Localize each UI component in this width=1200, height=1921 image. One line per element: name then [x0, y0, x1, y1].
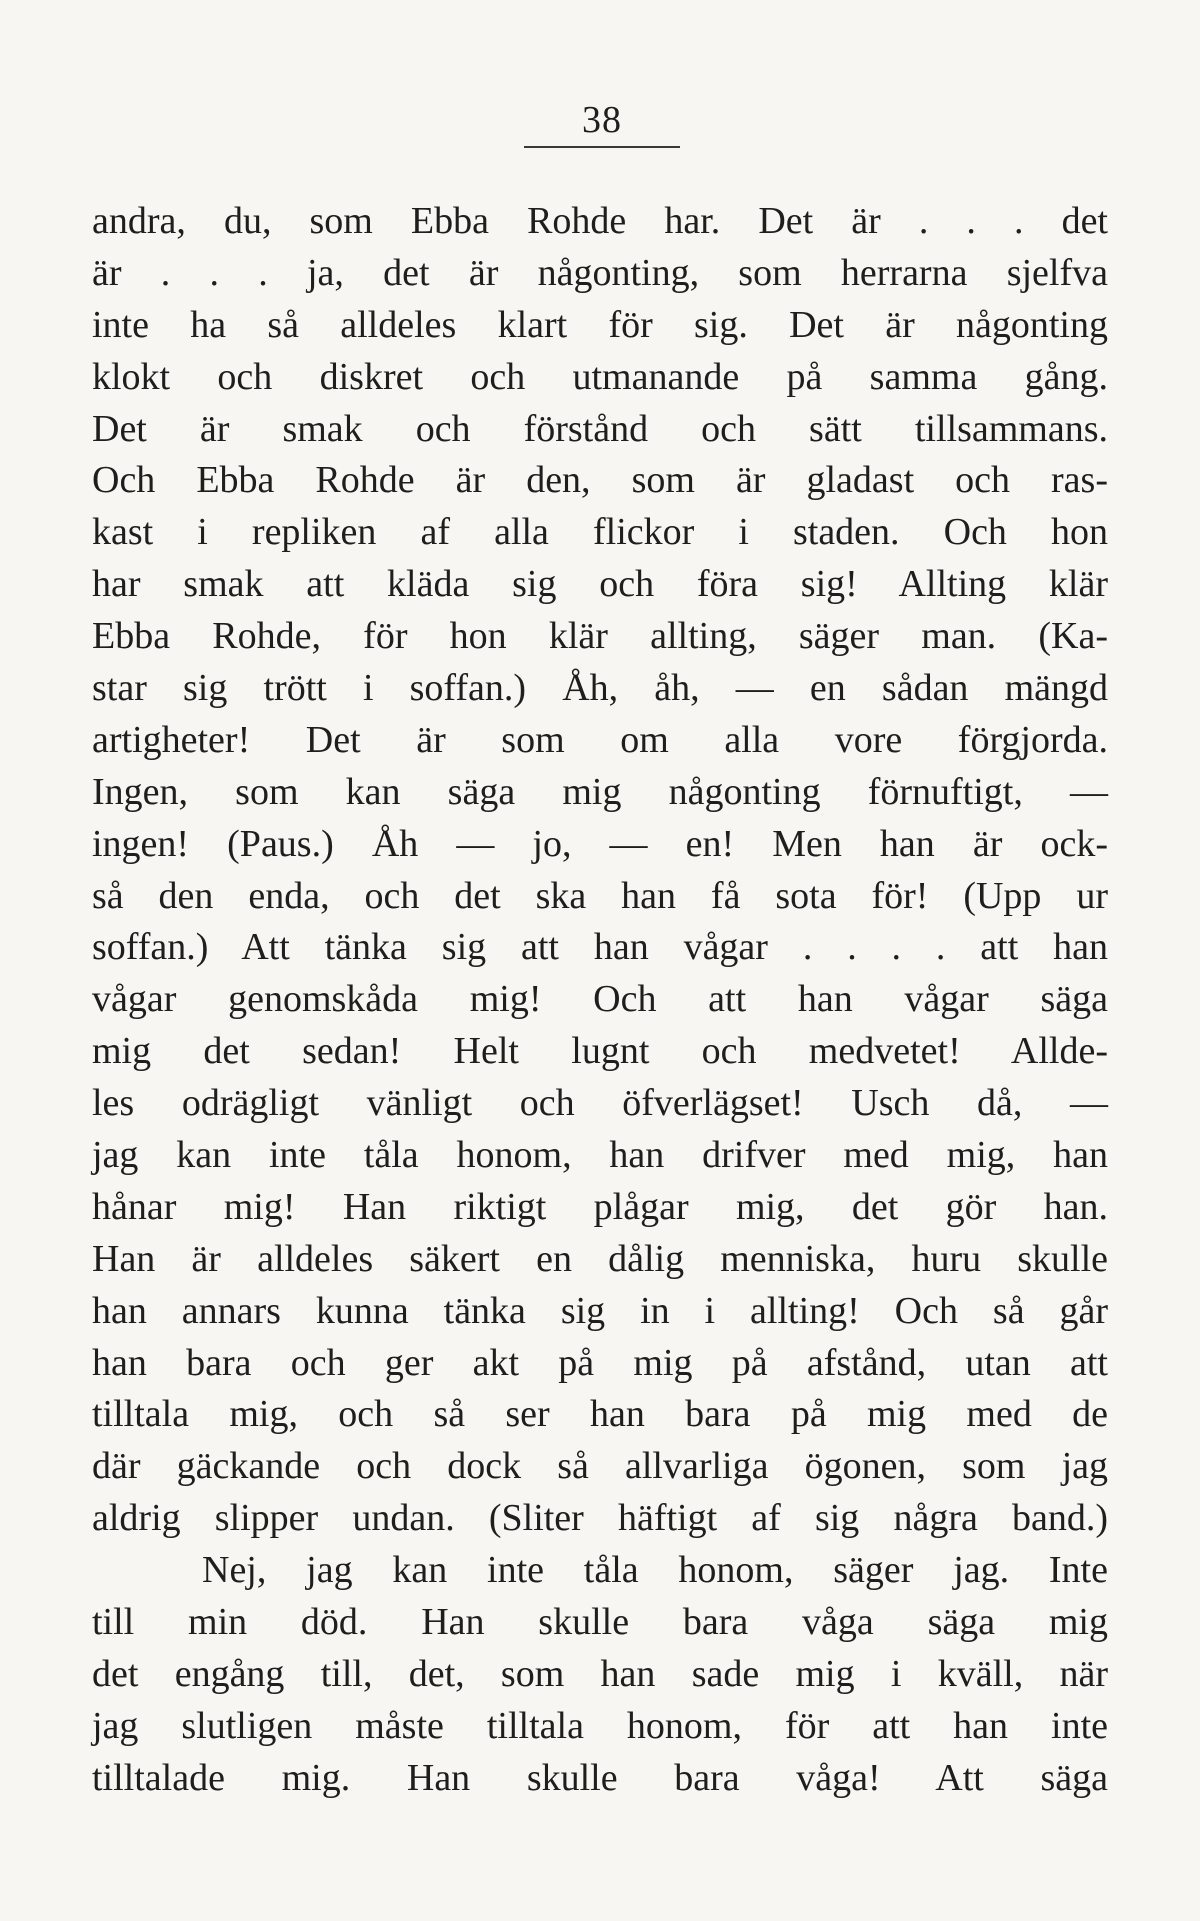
text-line: Det är smak och förstånd och sätt tillsammans.: [92, 407, 1108, 450]
text-line: mig det sedan! Helt lugnt och medvetet! Allde-: [92, 1030, 1108, 1073]
text-line: tilltalade mig. Han skulle bara våga! Att säga: [92, 1756, 1108, 1799]
text-line: är . . . ja, det är någonting, som herrarna sjelfva: [92, 251, 1108, 294]
text-line: vågar genomskåda mig! Och att han vågar säga: [92, 978, 1108, 1021]
text-line: Och Ebba Rohde är den, som är gladast och ras-: [92, 459, 1108, 502]
text-line: artigheter! Det är som om alla vore förgjorda.: [92, 718, 1108, 761]
page-number: 38: [582, 99, 622, 141]
text-line: aldrig slipper undan. (Sliter häftigt af sig några band.): [92, 1497, 1108, 1540]
text-line: inte ha så alldeles klart för sig. Det är någonting: [92, 303, 1108, 346]
text-line: jag slutligen måste tilltala honom, för att han inte: [92, 1704, 1108, 1747]
text-line: kast i repliken af alla flickor i staden. Och hon: [92, 511, 1108, 554]
text-line: Ingen, som kan säga mig någonting förnuftigt, —: [92, 770, 1108, 813]
text-line: så den enda, och det ska han få sota för! (Upp ur: [92, 874, 1108, 917]
text-line: har smak att kläda sig och föra sig! Allting klär: [92, 563, 1108, 606]
header-rule: [524, 146, 680, 148]
body-text: [92, 196, 1108, 1805]
text-line: andra, du, som Ebba Rohde har. Det är . . . det: [92, 200, 1108, 242]
text-line: hånar mig! Han riktigt plågar mig, det gör han.: [92, 1185, 1108, 1228]
text-line: jag kan inte tåla honom, han drifver med mig, han: [92, 1134, 1108, 1177]
text-line: Han är alldeles säkert en dålig menniska, huru skulle: [92, 1237, 1108, 1280]
text-line: han annars kunna tänka sig in i allting! Och så går: [92, 1289, 1108, 1332]
text-line: det engång till, det, som han sade mig i kväll, när: [92, 1652, 1108, 1695]
text-line: till min död. Han skulle bara våga säga mig: [92, 1601, 1108, 1644]
text-line: han bara och ger akt på mig på afstånd, utan att: [92, 1341, 1108, 1384]
text-line: tilltala mig, och så ser han bara på mig med de: [92, 1393, 1108, 1436]
text-line: Ebba Rohde, för hon klär allting, säger man. (Ka-: [92, 615, 1108, 658]
text-line: klokt och diskret och utmanande på samma gång.: [92, 355, 1108, 398]
text-line: där gäckande och dock så allvarliga ögonen, som jag: [92, 1445, 1108, 1488]
page-header: [524, 100, 680, 148]
text-line: les odrägligt vänligt och öfverlägset! Usch då, —: [92, 1082, 1108, 1125]
text-line-indented: Nej, jag kan inte tåla honom, säger jag. Inte: [202, 1549, 1108, 1592]
text-line: soffan.) Att tänka sig att han vågar . . . . att han: [92, 926, 1108, 969]
text-line: star sig trött i soffan.) Åh, åh, — en sådan mängd: [92, 667, 1108, 710]
text-line: ingen! (Paus.) Åh — jo, — en! Men han är ock-: [92, 822, 1108, 865]
